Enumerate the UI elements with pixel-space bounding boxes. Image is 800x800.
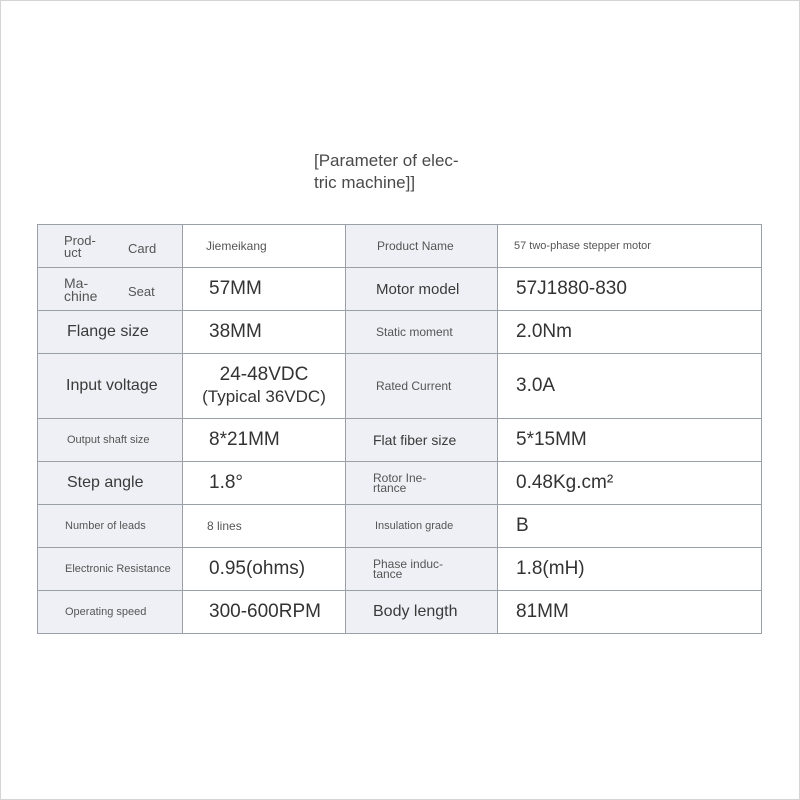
table-row (38, 505, 762, 548)
title-line-2: tric machine]] (314, 173, 416, 192)
cell-value: 0.95(ohms) (209, 558, 306, 579)
cell-label: Rated Current (376, 379, 452, 393)
cell-label-part: Phase induc- (373, 557, 444, 571)
row-label-part: Ma- (64, 275, 89, 291)
cell-value-note: (Typical 36VDC) (202, 387, 326, 406)
cell-value: 300-600RPM (209, 601, 321, 622)
cell-label: Motor model (376, 280, 460, 298)
cell-value: 38MM (209, 321, 262, 342)
cell-value: 2.0Nm (516, 321, 572, 342)
cell-value: 81MM (516, 601, 569, 622)
row-label-part: chine (64, 288, 98, 304)
cell-label: Step angle (67, 474, 144, 491)
cell-value: 8*21MM (209, 429, 280, 450)
cell-label: Product Name (377, 239, 454, 253)
cell-label: Static moment (376, 325, 453, 339)
table-row (38, 268, 762, 311)
cell-label: Input voltage (66, 377, 158, 394)
row-label-part: Seat (128, 284, 155, 299)
cell-value: 57J1880-830 (516, 278, 627, 299)
cell-value: 57MM (209, 278, 262, 299)
cell-label-part: Rotor Ine- (373, 471, 427, 485)
cell-label (346, 473, 497, 493)
cell-value: 0.48Kg.cm² (516, 472, 614, 493)
cell-label: Output shaft size (67, 434, 150, 446)
cell-label (346, 559, 497, 579)
cell-label: Flange size (67, 323, 149, 340)
page-title (314, 150, 514, 194)
cell-label: Number of leads (65, 520, 146, 532)
cell-label-part: tance (373, 567, 403, 581)
parameter-table (37, 224, 762, 634)
title-line-1: [Parameter of elec- (314, 151, 459, 170)
row-label-part: uct (64, 245, 82, 260)
row-label-part: Prod- (64, 233, 96, 248)
cell-value: 8 lines (207, 519, 242, 533)
table-row (38, 591, 762, 634)
row-label-part: Card (128, 241, 157, 256)
table-row (38, 548, 762, 591)
cell-value: B (516, 515, 529, 536)
table-row (38, 354, 762, 419)
cell-label: Operating speed (65, 606, 147, 618)
table-row (38, 225, 762, 268)
cell-value: 1.8(mH) (516, 558, 585, 579)
table-row (38, 311, 762, 354)
cell-value: 1.8° (209, 472, 244, 493)
cell-value: Jiemeikang (206, 239, 267, 253)
cell-label: Flat fiber size (373, 432, 457, 448)
cell-label: Body length (373, 603, 458, 620)
cell-value: 5*15MM (516, 429, 587, 450)
cell-value: 24-48VDC (219, 364, 309, 385)
table-row (38, 462, 762, 505)
cell-label: Electronic Resistance (65, 563, 171, 575)
cell-label-part: rtance (373, 481, 407, 495)
cell-label: Insulation grade (375, 520, 454, 532)
cell-value: 57 two-phase stepper motor (514, 240, 651, 252)
cell-value: 3.0A (516, 375, 556, 396)
table-row (38, 419, 762, 462)
